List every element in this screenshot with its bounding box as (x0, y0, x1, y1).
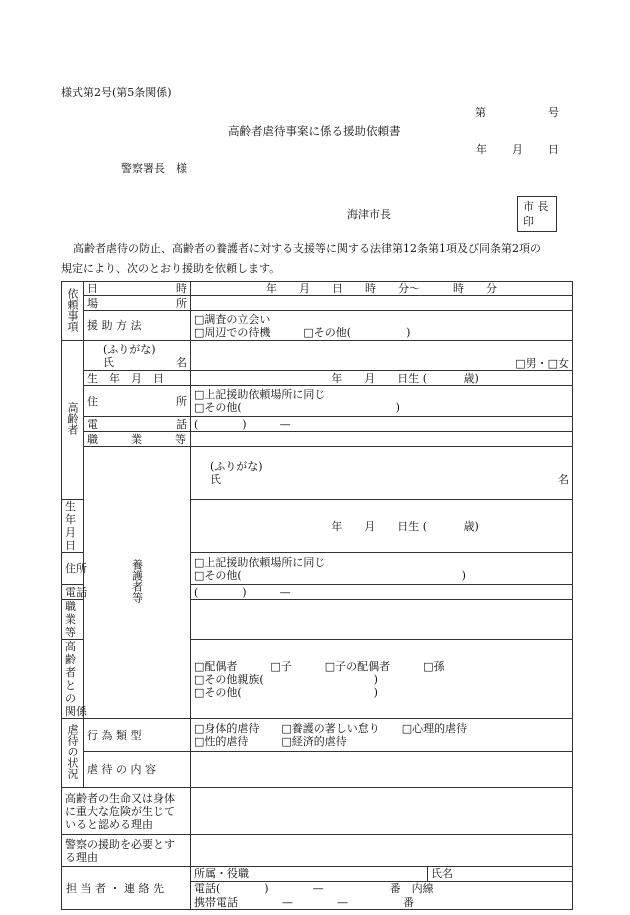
form-number: 様式第2号(第5条関係) (61, 86, 172, 99)
place-value[interactable] (191, 296, 573, 311)
elder-name-label: 氏 (103, 355, 114, 369)
date-month: 月 (512, 143, 523, 156)
caregiver-birth-value[interactable]: 年 月 日生 ( 歳) (191, 500, 573, 553)
table-row (62, 371, 573, 386)
caregiver-furigana-label: (ふりがな) (210, 460, 263, 473)
elder-address-options[interactable]: □上記援助依頼場所に同じ □その他( ) (191, 386, 573, 417)
abuse-type-label: 行 為 類 型 (84, 719, 191, 752)
table-row: 電 話 ( ) — (62, 417, 573, 432)
police-reason-value[interactable] (191, 835, 573, 867)
table-row: 養護者等 (ふりがな) 氏 名 (62, 447, 573, 500)
table-row (62, 867, 573, 882)
method-label: 援 助 方 法 (84, 311, 191, 341)
contact-name-label[interactable]: 氏名 (431, 867, 453, 880)
table-row (62, 788, 573, 835)
table-row (62, 311, 573, 341)
elder-phone-label: 電 (87, 417, 98, 431)
request-form-table (61, 281, 573, 910)
addressee: 警察署長 様 (121, 162, 187, 175)
intro-line1: 高齢者虐待の防止、高齢者の養護者に対する支援等に関する法律第12条第1項及び同条第2項の (73, 242, 541, 255)
table-row (62, 835, 573, 867)
caregiver-address-options[interactable]: □上記援助依頼場所に同じ □その他( ) (191, 553, 573, 585)
seal-line1: 市 長 (523, 200, 549, 213)
caregiver-job-value[interactable] (191, 600, 573, 640)
date-day: 日 (548, 143, 559, 156)
place-label: 場 (87, 296, 98, 310)
elder-sex-options[interactable]: □男・□女 (515, 357, 569, 370)
contact-phone[interactable]: 電話( ) — 番 内線 (191, 882, 573, 896)
table-row: 高齢者 (ふりがな) 氏 名 □男・□女 (62, 341, 573, 371)
abuse-content-value[interactable] (191, 752, 573, 788)
table-row (62, 752, 573, 788)
doc-number-suffix: 号 (548, 106, 559, 119)
danger-reason-label: 高齢者の生命又は身体 に重大な危険が生じて いると認める理由 (62, 788, 191, 835)
table-row: 電 話 ( ) — (62, 585, 573, 600)
doc-number-prefix: 第 (475, 106, 486, 119)
elder-birth-value[interactable]: 年 月 日生 ( 歳) (191, 371, 573, 386)
elder-address-label: 住 (87, 394, 98, 408)
danger-reason-value[interactable] (191, 788, 573, 835)
contact-label: 担 当 者 ・ 連 絡 先 (62, 867, 191, 910)
table-row: 住 所 □上記援助依頼場所に同じ □その他( ) (62, 386, 573, 417)
request-group-label: 依頼事項 (62, 282, 84, 341)
affiliation-label[interactable]: 所属・役職 (191, 867, 428, 881)
elder-birth-label: 生 年 月 日 (84, 371, 191, 386)
table-row: 住 所 □上記援助依頼場所に同じ □その他( ) (62, 553, 573, 585)
contact-mobile[interactable]: 携帯電話 — — 番 (191, 896, 573, 910)
datetime-label: 日 (87, 282, 98, 295)
seal-line2: 印 (523, 215, 534, 228)
police-reason-label: 警察の援助を必要とす る理由 (62, 835, 191, 867)
abuse-content-label: 虐 待 の 内 容 (84, 752, 191, 788)
caregiver-birth-label: 生 年 月 日 (62, 500, 84, 553)
elder-name-value[interactable] (191, 341, 573, 371)
elder-job-value[interactable] (191, 432, 573, 447)
elder-phone-value[interactable]: ( ) — (191, 417, 573, 432)
elder-job-label: 職 業 等 (84, 432, 191, 447)
datetime-value[interactable]: 年 月 日 時 分～ 時 分 (191, 282, 573, 296)
table-row (62, 719, 573, 752)
intro-line2: 規定により、次のとおり援助を依頼します。 (61, 262, 281, 275)
caregiver-job-label: 職 業 等 (62, 600, 84, 640)
method-options[interactable]: □調査の立会い □周辺での待機 □その他( ) (191, 311, 573, 341)
elder-furigana-label: (ふりがな) (103, 342, 156, 356)
caregiver-phone-value[interactable]: ( ) — (191, 585, 573, 600)
elder-group-label: 高齢者 (62, 341, 84, 500)
page-title: 高齢者虐待事案に係る援助依頼書 (228, 124, 401, 138)
relation-label: 高 齢 者 と の 関 係 (62, 640, 84, 719)
abuse-group-label: 虐待の状況 (62, 719, 84, 788)
sender: 海津市長 (347, 208, 391, 221)
caregiver-group-label: 養護者等 (84, 447, 191, 719)
table-row: 場 所 (62, 296, 573, 311)
relation-options[interactable]: □配偶者 □子 □子の配偶者 □孫 □その他親族( ) □その他( ) (191, 640, 573, 719)
abuse-type-options[interactable]: □身体的虐待 □養護の著しい怠り □心理的虐待 □性的虐待 □経済的虐待 (191, 719, 573, 752)
seal-box (517, 196, 557, 232)
contact-affiliation-row (191, 867, 573, 882)
date-year: 年 (476, 143, 487, 156)
caregiver-address-label: 住 (65, 562, 76, 575)
table-row: 依頼事項 日 時 年 月 日 時 分～ 時 分 (62, 282, 573, 296)
caregiver-name-label: 氏 (210, 473, 221, 486)
caregiver-phone-label: 電 (65, 585, 76, 599)
table-row (62, 432, 573, 447)
